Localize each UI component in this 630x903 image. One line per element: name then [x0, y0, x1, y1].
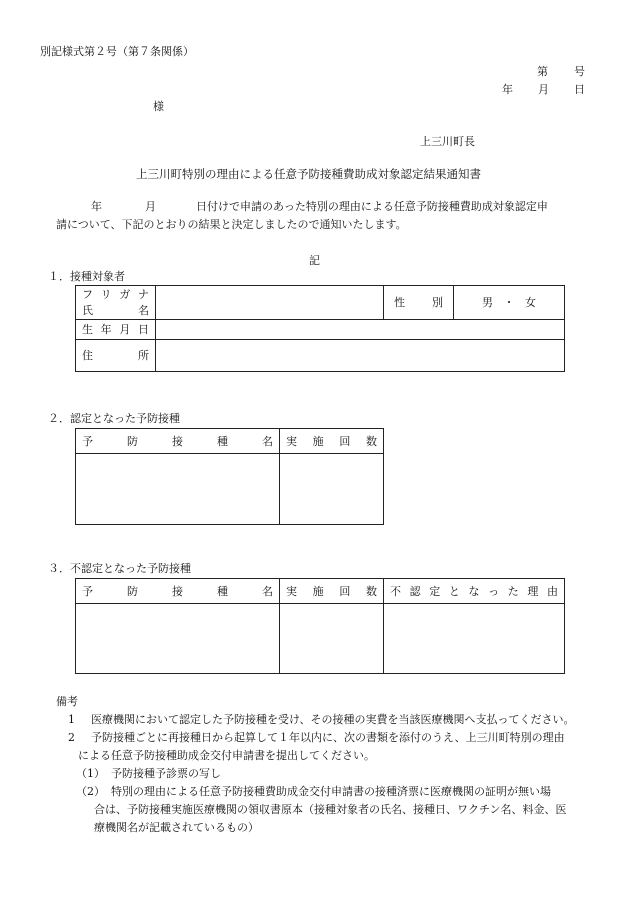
form-reference: 別記様式第２号（第７条関係） — [40, 45, 194, 58]
name-value-cell[interactable] — [156, 286, 384, 320]
approved-count-header: 実 施 回 数 — [280, 429, 384, 454]
note-2-number: 2 — [68, 731, 75, 744]
address-label-cell: 住 所 — [76, 340, 156, 372]
body-line-1: 年 月 日付けで申請のあった特別の理由による任意予防接種費助成対象認定申 — [91, 200, 548, 213]
sub-note-2-text-line3: 療機関名が記載されているもの） — [94, 821, 259, 834]
section1-heading: １．接種対象者 — [48, 270, 125, 283]
issue-date: 年 月 日 — [502, 83, 585, 96]
name-label-cell — [76, 286, 156, 320]
rejected-vaccine-header: 予 防 接 種 名 — [76, 579, 280, 604]
ki-marker: 記 — [309, 254, 320, 267]
note-1-text: 医療機関において認定した予防接種を受け、その接種の実費を当該医療機関へ支払ってください。 — [91, 713, 575, 726]
section3-heading: ３．不認定となった予防接種 — [48, 562, 191, 575]
rejected-count-header: 実 施 回 数 — [280, 579, 384, 604]
approved-vaccine-value[interactable] — [76, 454, 280, 525]
rejected-count-value[interactable] — [280, 604, 384, 674]
section2-heading: ２．認定となった予防接種 — [48, 412, 180, 425]
notes-heading: 備考 — [56, 695, 78, 708]
note-1-number: 1 — [68, 713, 75, 726]
rejected-vaccinations-table — [75, 578, 565, 674]
furigana-label: フ リ ガ ナ — [82, 288, 149, 301]
document-title: 上三川町特別の理由による任意予防接種費助成対象認定結果通知書 — [136, 167, 481, 181]
recipient-table — [75, 285, 565, 372]
sex-label-cell: 性 別 — [384, 286, 454, 320]
approved-vaccine-header: 予 防 接 種 名 — [76, 429, 280, 454]
rejection-reason-value[interactable] — [384, 604, 565, 674]
sub-note-1-text: 予防接種予診票の写し — [111, 767, 221, 780]
approved-vaccinations-table — [75, 428, 384, 525]
address-value-cell[interactable] — [156, 340, 565, 372]
sub-note-2-text-line2: 合は、予防接種実施医療機関の領収書原本（接種対象者の氏名、接種日、ワクチン名、料金、医 — [94, 803, 567, 816]
sub-note-2-text-line1: 特別の理由による任意予防接種費助成金交付申請書の接種済票に医療機関の証明が無い場 — [111, 785, 551, 798]
birth-label-cell: 生 年 月 日 — [76, 320, 156, 340]
document-number: 第 号 — [537, 65, 585, 78]
sub-note-2-number: （2） — [76, 785, 105, 798]
approved-count-value[interactable] — [280, 454, 384, 525]
note-2-text-line1: 予防接種ごとに再接種日から起算して１年以内に、次の書類を添付のうえ、上三川町特別の理由 — [91, 731, 565, 744]
sex-options-cell[interactable]: 男 ・ 女 — [454, 286, 565, 320]
rejected-vaccine-value[interactable] — [76, 604, 280, 674]
addressee-suffix: 様 — [153, 100, 164, 113]
name-label: 氏 名 — [82, 304, 149, 317]
note-2-text-line2: による任意予防接種助成金交付申請書を提出してください。 — [78, 749, 375, 762]
issuer-name: 上三川町長 — [420, 135, 475, 148]
body-line-2: 請について、下記のとおりの結果と決定しましたので通知いたします。 — [56, 218, 407, 231]
rejection-reason-header: 不 認 定 と な っ た 理 由 — [384, 579, 565, 604]
birth-value-cell[interactable] — [156, 320, 565, 340]
sub-note-1-number: （1） — [76, 767, 105, 780]
